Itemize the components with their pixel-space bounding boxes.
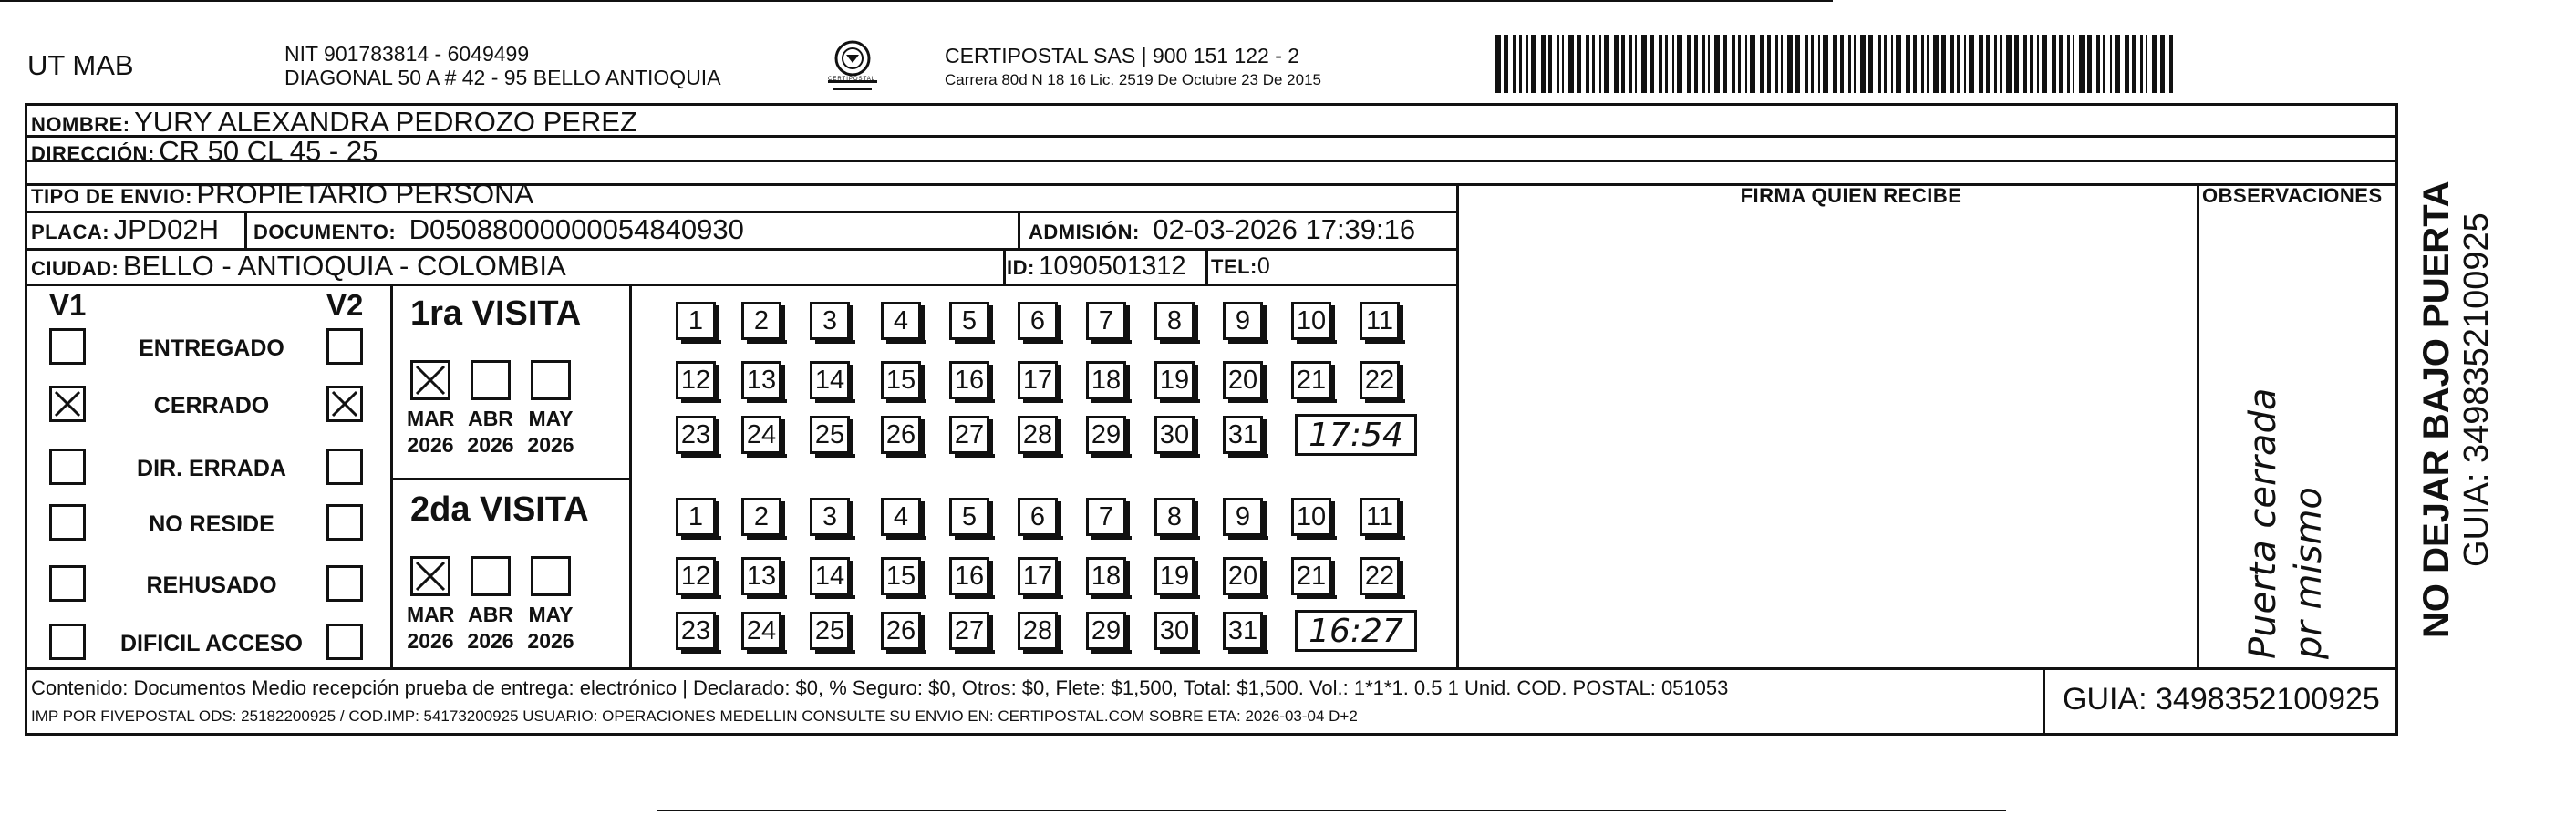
visit-2-day-20[interactable]: 20 bbox=[1223, 557, 1263, 595]
status-label-4: REHUSADO bbox=[146, 573, 277, 598]
visit-2-day-13[interactable]: 13 bbox=[741, 557, 781, 595]
visit-1-day-24[interactable]: 24 bbox=[741, 416, 781, 454]
visit-2-day-30[interactable]: 30 bbox=[1154, 612, 1195, 650]
visit-1-month-checkbox-mar[interactable] bbox=[410, 360, 450, 400]
visit-1-day-10[interactable]: 10 bbox=[1291, 302, 1331, 340]
ciudad-label: CIUDAD: bbox=[31, 257, 119, 280]
visit-2-day-15[interactable]: 15 bbox=[881, 557, 921, 595]
visit-1-day-6[interactable]: 6 bbox=[1018, 302, 1058, 340]
admision-value: 02-03-2026 17:39:16 bbox=[1153, 213, 1416, 245]
visit-2-day-9[interactable]: 9 bbox=[1223, 498, 1263, 536]
visit-2-day-14[interactable]: 14 bbox=[810, 557, 850, 595]
visit-1-day-2[interactable]: 2 bbox=[741, 302, 781, 340]
nombre-label: NOMBRE: bbox=[31, 113, 130, 136]
visit-1-day-16[interactable]: 16 bbox=[949, 361, 989, 399]
visit-1-day-18[interactable]: 18 bbox=[1086, 361, 1126, 399]
bottom-cut-line bbox=[657, 810, 2006, 811]
visit-2-day-22[interactable]: 22 bbox=[1360, 557, 1400, 595]
visit-1-day-22[interactable]: 22 bbox=[1360, 361, 1400, 399]
visit-1-month-label-1: ABR 2026 bbox=[467, 407, 514, 457]
visit-2-day-18[interactable]: 18 bbox=[1086, 557, 1126, 595]
tel-label: TEL: bbox=[1211, 255, 1257, 278]
status-label-0: ENTREGADO bbox=[139, 335, 284, 361]
visit-2-day-6[interactable]: 6 bbox=[1018, 498, 1058, 536]
visit-2-day-29[interactable]: 29 bbox=[1086, 612, 1126, 650]
id-label: ID: bbox=[1007, 256, 1035, 279]
visit-2-day-26[interactable]: 26 bbox=[881, 612, 921, 650]
observaciones-note: Puerta cerrada pr mismo bbox=[2242, 387, 2330, 659]
visit-1-day-29[interactable]: 29 bbox=[1086, 416, 1126, 454]
visit-2-time: 16:27 bbox=[1295, 610, 1417, 652]
visit-2-day-1[interactable]: 1 bbox=[676, 498, 716, 536]
v1-checkbox-4[interactable] bbox=[49, 565, 86, 602]
firma-header: FIRMA QUIEN RECIBE bbox=[1740, 184, 1962, 207]
visit-1-day-9[interactable]: 9 bbox=[1223, 302, 1263, 340]
visit-1-day-21[interactable]: 21 bbox=[1291, 361, 1331, 399]
nombre-value: YURY ALEXANDRA PEDROZO PEREZ bbox=[134, 106, 637, 138]
visit-2-day-8[interactable]: 8 bbox=[1154, 498, 1195, 536]
visit-1-month-checkbox-may[interactable] bbox=[531, 360, 571, 400]
status-label-2: DIR. ERRADA bbox=[137, 456, 286, 481]
visit-2-day-28[interactable]: 28 bbox=[1018, 612, 1058, 650]
visit-2-day-12[interactable]: 12 bbox=[676, 557, 716, 595]
footer-guia: GUIA: 3498352100925 bbox=[2063, 682, 2380, 717]
v1-checkbox-5[interactable] bbox=[49, 624, 86, 660]
visit-1-day-4[interactable]: 4 bbox=[881, 302, 921, 340]
visit-1-day-30[interactable]: 30 bbox=[1154, 416, 1195, 454]
visit-2-day-27[interactable]: 27 bbox=[949, 612, 989, 650]
status-label-1: CERRADO bbox=[153, 393, 270, 418]
status-label-3: NO RESIDE bbox=[149, 511, 274, 537]
v1-checkbox-0[interactable] bbox=[49, 328, 86, 365]
visit-1-day-23[interactable]: 23 bbox=[676, 416, 716, 454]
visit-2-day-31[interactable]: 31 bbox=[1223, 612, 1263, 650]
footer-line2: IMP POR FIVEPOSTAL ODS: 25182200925 / COD.IMP: 54173200925 USUARIO: OPERACIONES MEDELLIN CONSULTE SU ENVIO EN: CERTIPOSTAL.COM SOBRE ETA: 2026-03-04 D+2 bbox=[31, 707, 1358, 725]
visit-2-month-label-0: MAR 2026 bbox=[407, 603, 455, 653]
visit-1-day-13[interactable]: 13 bbox=[741, 361, 781, 399]
v2-checkbox-1[interactable] bbox=[326, 386, 363, 422]
visit-1-month-label-2: MAY 2026 bbox=[527, 407, 574, 457]
placa-value: JPD02H bbox=[113, 213, 219, 245]
visit-1-day-15[interactable]: 15 bbox=[881, 361, 921, 399]
direccion-value: CR 50 CL 45 - 25 bbox=[159, 135, 378, 167]
visit-2-day-10[interactable]: 10 bbox=[1291, 498, 1331, 536]
admision-label: ADMISIÓN: bbox=[1029, 221, 1140, 243]
v2-checkbox-0[interactable] bbox=[326, 328, 363, 365]
v1-checkbox-3[interactable] bbox=[49, 504, 86, 541]
top-cut-line bbox=[0, 0, 1833, 2]
v2-checkbox-5[interactable] bbox=[326, 624, 363, 660]
observaciones-header: OBSERVACIONES bbox=[2202, 184, 2383, 207]
carrier-license: Carrera 80d N 18 16 Lic. 2519 De Octubre 23 De 2015 bbox=[945, 71, 1321, 88]
v1-checkbox-2[interactable] bbox=[49, 449, 86, 485]
visit-1-day-7[interactable]: 7 bbox=[1086, 302, 1126, 340]
visit-1-day-26[interactable]: 26 bbox=[881, 416, 921, 454]
v1-label: V1 bbox=[49, 288, 87, 322]
visit-1-month-checkbox-abr[interactable] bbox=[471, 360, 511, 400]
footer-line1: Contenido: Documentos Medio recepción prueba de entrega: electrónico | Declarado: $0, % Seguro: $0, Otros: $0, Flete: $1,500, Total: $1,500. Vol.: 1*1*1. 0.5 1 Unid. COD. POSTAL: 051053 bbox=[31, 676, 1729, 699]
side-guia: GUIA: 3498352100925 bbox=[2457, 212, 2496, 567]
visit-1-day-8[interactable]: 8 bbox=[1154, 302, 1195, 340]
visit-1-day-12[interactable]: 12 bbox=[676, 361, 716, 399]
documento-value: D05088000000054840930 bbox=[409, 213, 744, 245]
direccion-label: DIRECCIÓN: bbox=[31, 142, 155, 165]
visit-1-day-20[interactable]: 20 bbox=[1223, 361, 1263, 399]
placa-label: PLACA: bbox=[31, 221, 110, 243]
visit-title-1: 1ra VISITA bbox=[410, 294, 582, 333]
tipo-envio-label: TIPO DE ENVIO: bbox=[31, 185, 192, 208]
visit-2-day-17[interactable]: 17 bbox=[1018, 557, 1058, 595]
visit-2-day-4[interactable]: 4 bbox=[881, 498, 921, 536]
visit-2-day-7[interactable]: 7 bbox=[1086, 498, 1126, 536]
visit-1-day-14[interactable]: 14 bbox=[810, 361, 850, 399]
documento-label: DOCUMENTO: bbox=[253, 221, 397, 243]
visit-1-day-11[interactable]: 11 bbox=[1360, 302, 1400, 340]
visit-2-day-11[interactable]: 11 bbox=[1360, 498, 1400, 536]
company-nit: NIT 901783814 - 6049499 bbox=[284, 42, 530, 66]
visit-2-day-5[interactable]: 5 bbox=[949, 498, 989, 536]
visit-2-day-16[interactable]: 16 bbox=[949, 557, 989, 595]
company-name: UT MAB bbox=[27, 49, 134, 81]
visit-2-month-checkbox-mar[interactable] bbox=[410, 556, 450, 596]
visit-title-2: 2da VISITA bbox=[410, 490, 589, 529]
ciudad-value: BELLO - ANTIOQUIA - COLOMBIA bbox=[122, 250, 566, 282]
carrier-name: CERTIPOSTAL SAS | 900 151 122 - 2 bbox=[945, 44, 1300, 67]
visit-1-month-label-0: MAR 2026 bbox=[407, 407, 455, 457]
v2-checkbox-2[interactable] bbox=[326, 449, 363, 485]
visit-1-day-25[interactable]: 25 bbox=[810, 416, 850, 454]
v2-checkbox-3[interactable] bbox=[326, 504, 363, 541]
visit-2-day-3[interactable]: 3 bbox=[810, 498, 850, 536]
visit-2-day-21[interactable]: 21 bbox=[1291, 557, 1331, 595]
v2-label: V2 bbox=[326, 288, 364, 322]
tel-value: 0 bbox=[1257, 253, 1270, 279]
visit-1-day-5[interactable]: 5 bbox=[949, 302, 989, 340]
visit-2-month-checkbox-may[interactable] bbox=[531, 556, 571, 596]
visit-1-day-28[interactable]: 28 bbox=[1018, 416, 1058, 454]
no-dejar-bajo-puerta: NO DEJAR BAJO PUERTA bbox=[2416, 181, 2457, 638]
visit-1-day-31[interactable]: 31 bbox=[1223, 416, 1263, 454]
visit-1-day-17[interactable]: 17 bbox=[1018, 361, 1058, 399]
visit-2-month-checkbox-abr[interactable] bbox=[471, 556, 511, 596]
visit-2-day-23[interactable]: 23 bbox=[676, 612, 716, 650]
tipo-envio-value: PROPIETARIO PERSONA bbox=[196, 178, 534, 210]
visit-1-day-1[interactable]: 1 bbox=[676, 302, 716, 340]
status-label-5: DIFICIL ACCESO bbox=[119, 631, 303, 656]
visit-1-day-3[interactable]: 3 bbox=[810, 302, 850, 340]
id-value: 1090501312 bbox=[1039, 252, 1186, 281]
v1-checkbox-1[interactable] bbox=[49, 386, 86, 422]
visit-2-day-25[interactable]: 25 bbox=[810, 612, 850, 650]
v2-checkbox-4[interactable] bbox=[326, 565, 363, 602]
visit-2-day-24[interactable]: 24 bbox=[741, 612, 781, 650]
visit-1-time: 17:54 bbox=[1295, 414, 1417, 456]
certipostal-logo: CERTIPOSTAL bbox=[821, 38, 885, 98]
company-address: DIAGONAL 50 A # 42 - 95 BELLO ANTIOQUIA bbox=[284, 66, 721, 89]
visit-1-day-19[interactable]: 19 bbox=[1154, 361, 1195, 399]
visit-1-day-27[interactable]: 27 bbox=[949, 416, 989, 454]
visit-2-month-label-2: MAY 2026 bbox=[527, 603, 574, 653]
visit-2-day-2[interactable]: 2 bbox=[741, 498, 781, 536]
barcode bbox=[1495, 35, 2175, 93]
visit-2-day-19[interactable]: 19 bbox=[1154, 557, 1195, 595]
visit-2-month-label-1: ABR 2026 bbox=[467, 603, 514, 653]
